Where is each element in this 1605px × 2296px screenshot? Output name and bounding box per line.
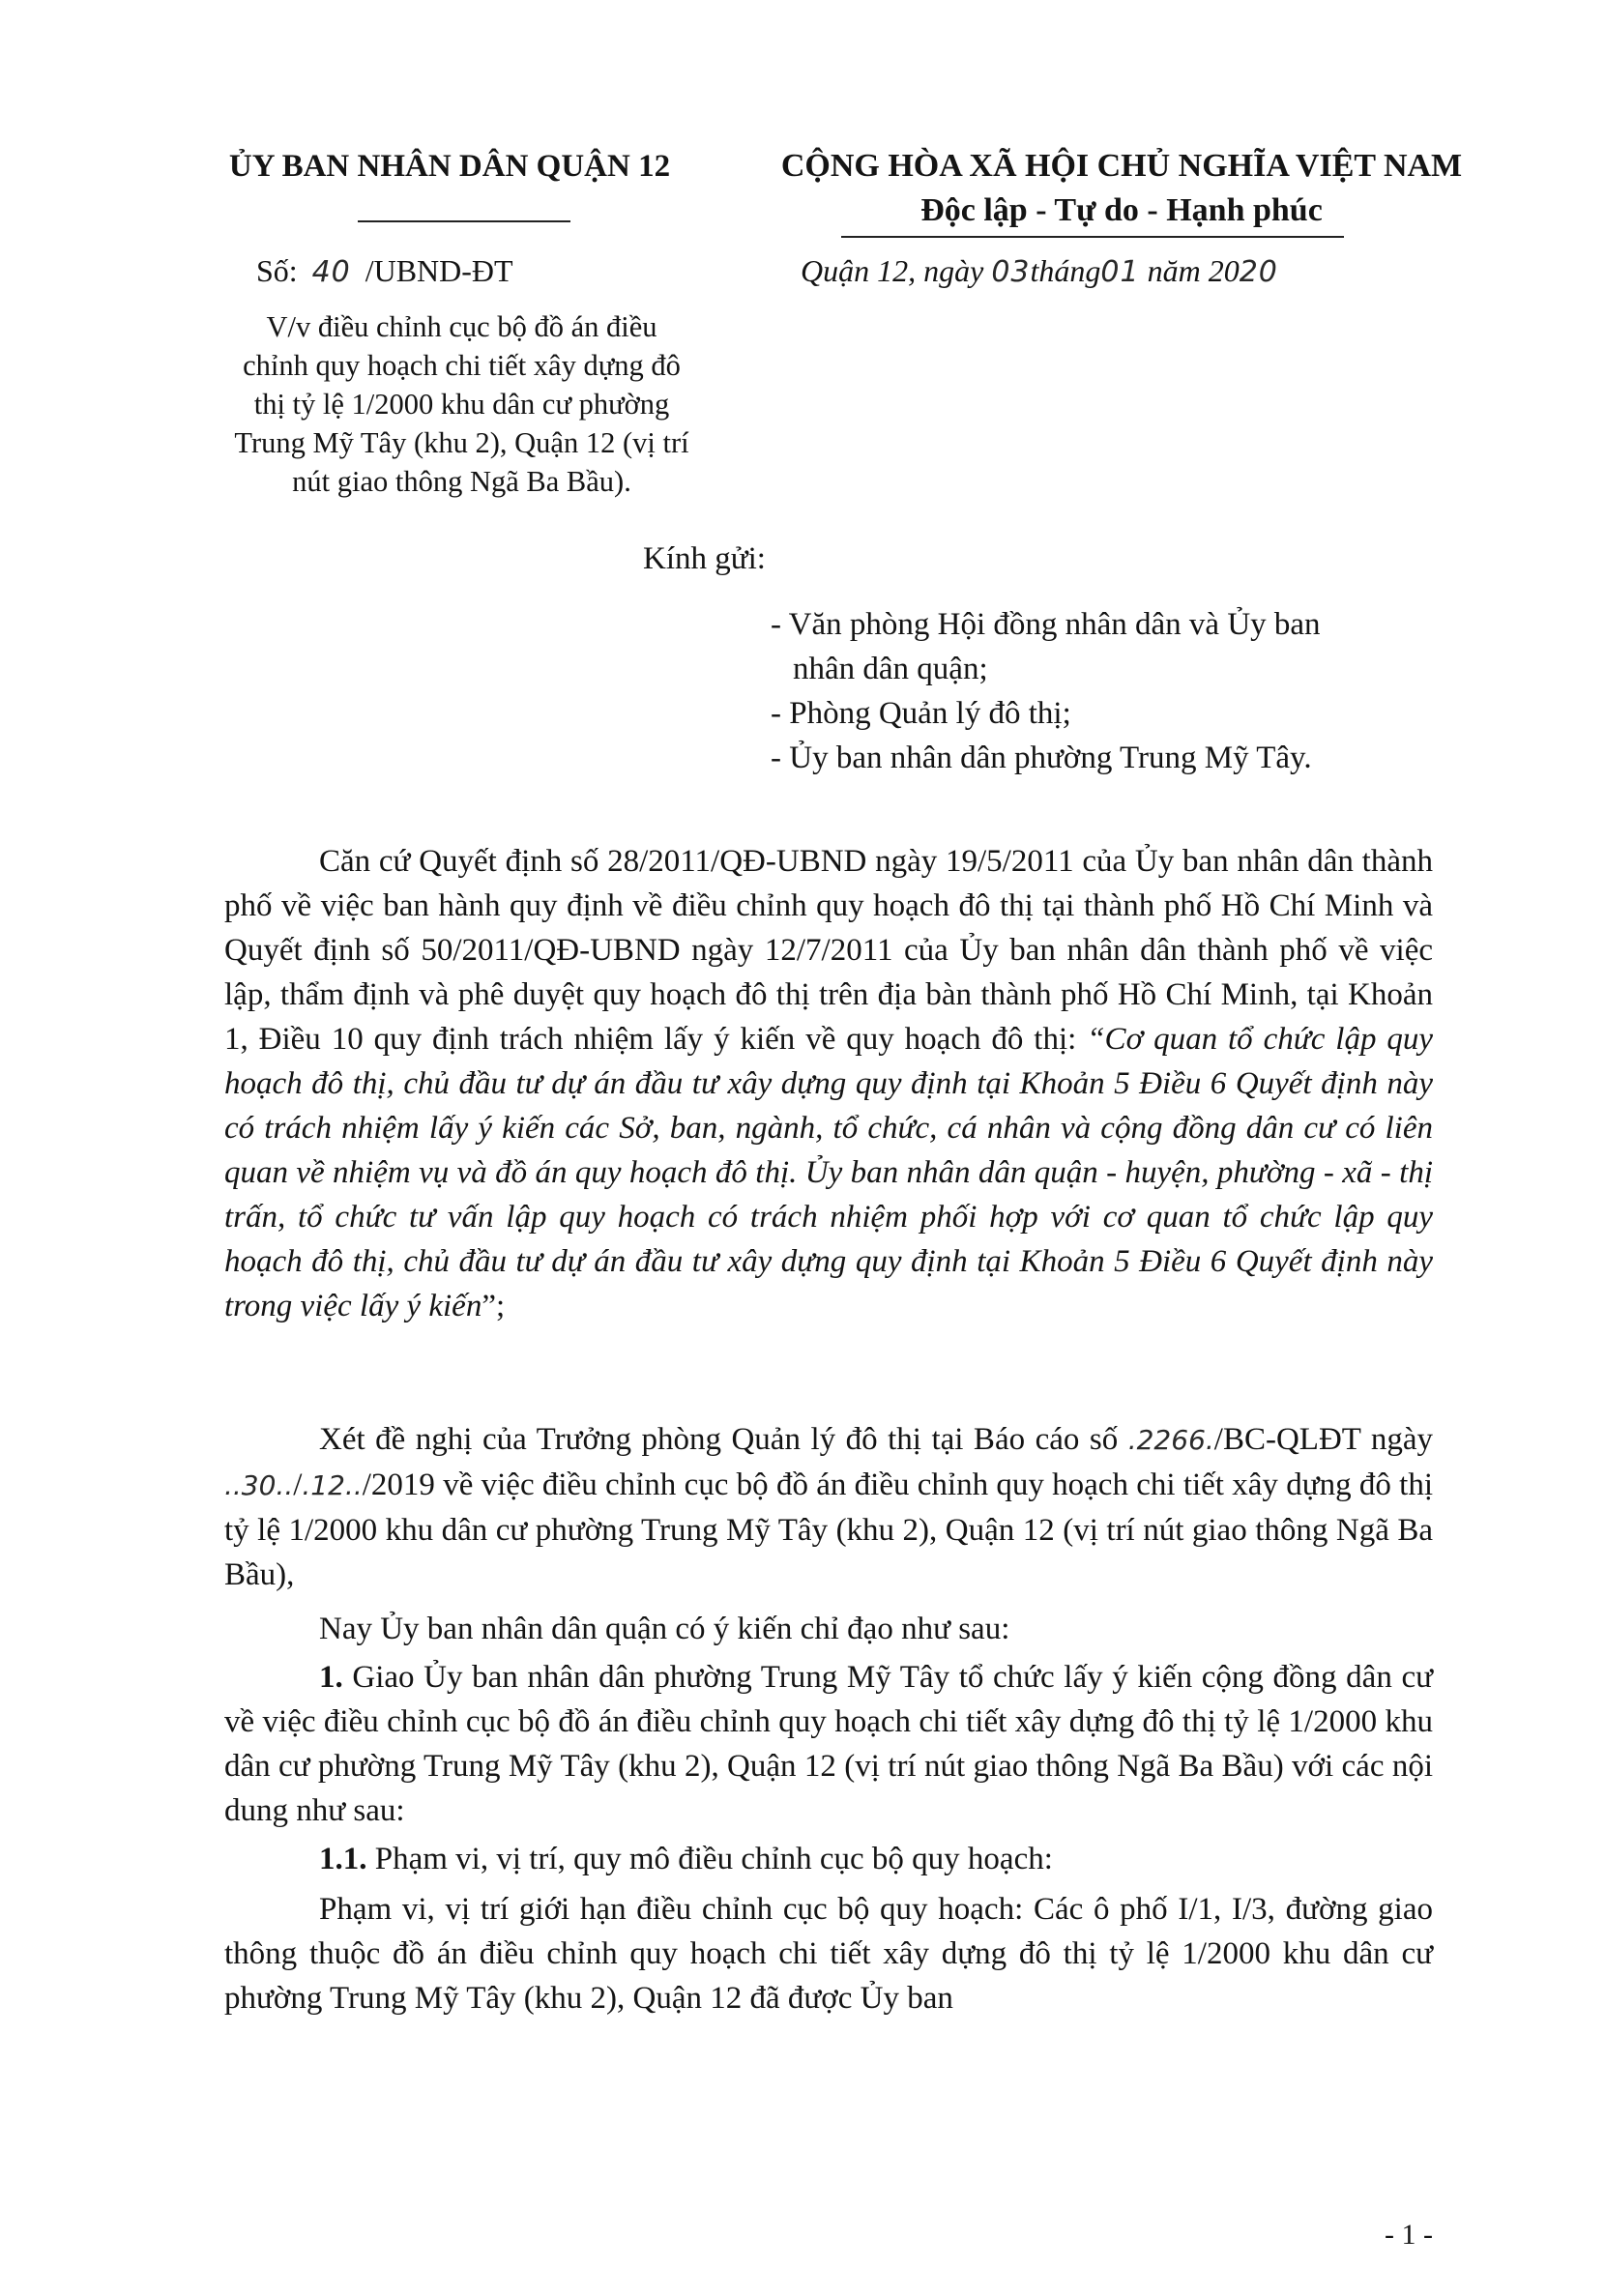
item-1-1-text: Phạm vi, vị trí, quy mô điều chỉnh cục bộ quy hoạch: xyxy=(366,1842,1053,1876)
report-day: ..30.. xyxy=(224,1469,294,1501)
directive-intro-text: Nay Ủy ban nhân dân quận có ý kiến chỉ đạo như sau: xyxy=(319,1612,1010,1646)
recipient-item: nhân dân quận; xyxy=(793,652,988,686)
greeting: Kính gửi: xyxy=(643,541,766,576)
legal-basis-end: ”; xyxy=(482,1289,506,1323)
paragraph-scope xyxy=(224,1887,1433,2020)
paragraph-legal-basis xyxy=(224,839,1433,1328)
date-year-printed: 20 xyxy=(1208,253,1240,288)
agency-underline xyxy=(358,220,570,222)
doc-number-prefix: Số: xyxy=(256,253,298,288)
subject-line: V/v điều chỉnh cục bộ đồ án điều xyxy=(266,310,657,343)
scope-text: Phạm vi, vị trí giới hạn điều chỉnh cục bộ quy hoạch: Các ô phố I/1, I/3, đường giao thông thuộc đồ án điều chỉnh quy hoạch chi tiết xây dựng đô thị tỷ lệ 1/2000 khu dân cư phường Trung Mỹ Tây (khu 2), Quận 12 đã được Ủy ban xyxy=(224,1892,1433,2016)
date-day: 03 xyxy=(991,255,1031,289)
recipient-item: - Phòng Quản lý đô thị; xyxy=(771,696,1071,731)
item-1-text: Giao Ủy ban nhân dân phường Trung Mỹ Tây tổ chức lấy ý kiến cộng đồng dân cư về việc điều chỉnh cục bộ đồ án điều chỉnh quy hoạch chi tiết xây dựng đô thị tỷ lệ 1/2000 khu dân cư phường Trung Mỹ Tây (khu 2), Quận 12 (vị trí nút giao thông Ngã Ba Bầu) với các nội dung như sau: xyxy=(224,1660,1433,1828)
item-1-number: 1. xyxy=(319,1660,343,1695)
subject-block xyxy=(189,307,735,501)
proposal-text-c: /2019 về việc điều chỉnh cục bộ đồ án điều chỉnh quy hoạch chi tiết xây dựng đô thị tỷ lệ 1/2000 khu dân cư phường Trung Mỹ Tây (khu 2), Quận 12 (vị trí nút giao thông Ngã Ba Bầu), xyxy=(224,1468,1433,1592)
subject-line: thị tỷ lệ 1/2000 khu dân cư phường xyxy=(253,388,670,421)
date-month-label: tháng xyxy=(1030,253,1101,288)
date-month: 01 xyxy=(1100,255,1140,289)
legal-basis-quote: “Cơ quan tổ chức lập quy hoạch đô thị, chủ đầu tư dự án đầu tư xây dựng quy định tại Khoản 5 Điều 6 Quyết định này có trách nhiệm lấy ý kiến các Sở, ban, ngành, tổ chức, cá nhân và cộng đồng dân cư có liên quan về nhiệm vụ và đồ án quy hoạch đô thị. Ủy ban nhân dân quận - huyện, phường - xã - thị trấn, tổ chức tư vấn lập quy hoạch có trách nhiệm phối hợp với cơ quan tổ chức lập quy hoạch đô thị, chủ đầu tư dự án đầu tư xây dựng quy định tại Khoản 5 Điều 6 Quyết định này trong việc lấy ý kiến xyxy=(224,1022,1433,1323)
date-place: Quận 12, ngày xyxy=(801,253,984,288)
paragraph-item-1 xyxy=(224,1655,1433,1833)
doc-number-value: 40 xyxy=(311,255,351,289)
item-1-1-number: 1.1. xyxy=(319,1842,367,1876)
paragraph-item-1-1 xyxy=(224,1837,1433,1881)
subject-line: chỉnh quy hoạch chi tiết xây dựng đô xyxy=(243,349,681,382)
document-date xyxy=(801,249,1278,294)
date-year-hand: 20 xyxy=(1239,255,1278,289)
date-year-label: năm xyxy=(1147,253,1201,288)
subject-line: nút giao thông Ngã Ba Bầu). xyxy=(292,465,631,498)
motto-underline xyxy=(841,236,1344,238)
doc-number-suffix: /UBND-ĐT xyxy=(365,253,513,288)
paragraph-proposal xyxy=(224,1417,1433,1597)
proposal-text-a: Xét đề nghị của Trưởng phòng Quản lý đô thị tại Báo cáo số xyxy=(319,1422,1128,1457)
subject-line: Trung Mỹ Tây (khu 2), Quận 12 (vị trí xyxy=(234,426,689,459)
report-number: .2266. xyxy=(1127,1424,1214,1456)
document-number xyxy=(256,249,513,294)
proposal-text-b: /BC-QLĐT ngày xyxy=(1213,1422,1433,1457)
report-month: .12.. xyxy=(302,1469,363,1501)
recipient-item: - Văn phòng Hội đồng nhân dân và Ủy ban xyxy=(771,607,1321,642)
recipient-item: - Ủy ban nhân dân phường Trung Mỹ Tây. xyxy=(771,741,1312,775)
page-number: - 1 - xyxy=(1385,2219,1433,2251)
date-separator: / xyxy=(293,1468,303,1502)
legal-basis-text: Căn cứ Quyết định số 28/2011/QĐ-UBND ngày 19/5/2011 của Ủy ban nhân dân thành phố về việc ban hành quy định về điều chỉnh quy hoạch đô thị tại thành phố Hồ Chí Minh và Quyết định số 50/2011/QĐ-UBND ngày 12/7/2011 của Ủy ban nhân dân thành phố về việc lập, thẩm định và phê duyệt quy hoạch đô thị trên địa bàn thành phố Hồ Chí Minh, tại Khoản 1, Điều 10 quy định trách nhiệm lấy ý kiến về quy hoạch đô thị: xyxy=(224,844,1433,1057)
national-motto: Độc lập - Tự do - Hạnh phúc xyxy=(920,192,1323,228)
issuing-agency: ỦY BAN NHÂN DÂN QUẬN 12 xyxy=(228,149,671,184)
national-title: CỘNG HÒA XÃ HỘI CHỦ NGHĨA VIỆT NAM xyxy=(780,148,1463,184)
paragraph-directive-intro xyxy=(224,1607,1433,1651)
